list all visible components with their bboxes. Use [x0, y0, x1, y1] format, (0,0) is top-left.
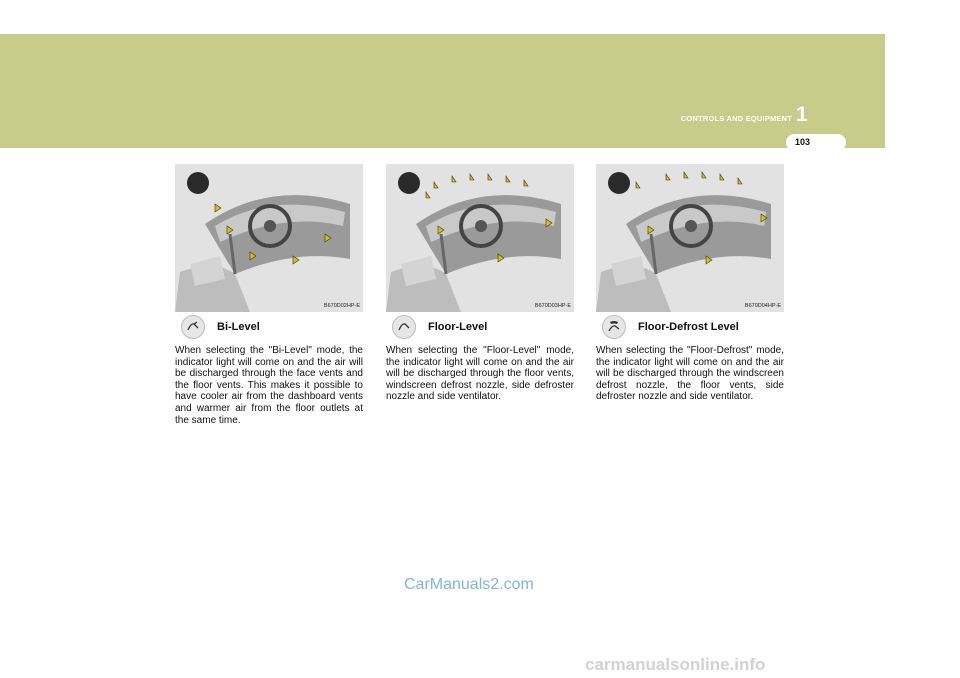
mode-title: Floor-Level [428, 321, 488, 333]
floor-defrost-mode-icon [602, 315, 626, 339]
column-bi-level [175, 164, 363, 426]
dashboard-illustration [596, 164, 784, 312]
figure-code: B670D02HP-E [323, 303, 360, 309]
dashboard-illustration [386, 164, 574, 312]
bi-level-mode-icon [181, 315, 205, 339]
mode-title: Floor-Defrost Level [638, 321, 739, 333]
mode-description: When selecting the "Floor-Defrost" mode, the indicator light will come on and the air will be discharged through the windscreen defrost nozzle, the floor vents, side defroster nozzle and side ventilator. [596, 345, 784, 403]
column-floor-level [386, 164, 574, 403]
floor-vent-icon [398, 172, 420, 194]
chapter-number: 1 [796, 103, 808, 126]
page-number: 103 [795, 137, 811, 147]
column-floor-defrost [596, 164, 784, 403]
floor-defrost-vent-icon [608, 172, 630, 194]
face-floor-vent-icon [187, 172, 209, 194]
mode-title: Bi-Level [217, 321, 260, 333]
mode-description: When selecting the "Floor-Level" mode, the indicator light will come on and the air will be discharged through the floor vents, windscreen defrost nozzle, side defroster nozzle and side ventilator. [386, 345, 574, 403]
watermark-carmanuals2[interactable]: CarManuals2.com [404, 576, 534, 593]
figure-code: B670D04HP-E [744, 303, 781, 309]
header-band [0, 34, 885, 148]
floor-level-mode-icon [392, 315, 416, 339]
figure-code: B670D03HP-E [534, 303, 571, 309]
watermark-carmanualsonline[interactable]: carmanualsonline.info [585, 655, 766, 674]
section-title: CONTROLS AND EQUIPMENT [680, 114, 792, 123]
dashboard-illustration [175, 164, 363, 312]
mode-description: When selecting the "Bi-Level" mode, the indicator light will come on and the air will be discharged through the face vents and the floor vents. This makes it possible to have cooler air from the dashboard vents and warmer air from the floor outlets at the same time. [175, 345, 363, 426]
